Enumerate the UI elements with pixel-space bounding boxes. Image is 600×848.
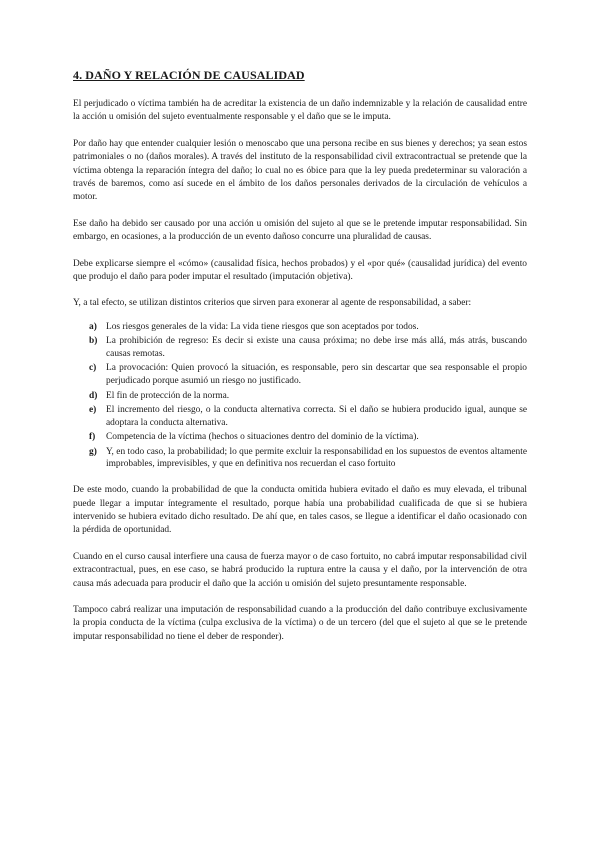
section-heading: 4. DAÑO Y RELACIÓN DE CAUSALIDAD — [73, 68, 305, 82]
list-item-text: Competencia de la víctima (hechos o situaciones dentro del dominio de la víctima). — [106, 432, 419, 443]
list-item — [73, 431, 527, 444]
list-marker: g) — [89, 446, 97, 457]
paragraph-6: De este modo, cuando la probabilidad de que la conducta omitida hubiera evitado el daño es muy elevada, el tribunal puede llegar a imputar íntegramente el resultado, porque había una probabilidad cualificada de que si se hubiera intervenido se hubiera evitado dicho resultado. De ahí que, en tales casos, se llegue a identificar el daño ocasionado con la pérdida de oportunidad. — [73, 485, 527, 536]
list-item-text: El incremento del riesgo, o la conducta alternativa correcta. Si el daño se hubiera producido igual, aunque se adoptara la conducta alternativa. — [106, 405, 527, 428]
paragraph-3: Ese daño ha debido ser causado por una acción u omisión del sujeto al que se le pretende imputar responsabilidad. Sin embargo, en ocasiones, a la producción de un evento dañoso concurre una pluralidad de causas. — [73, 218, 527, 243]
list-marker: c) — [89, 363, 97, 374]
list-marker: e) — [89, 405, 97, 416]
list-marker: f) — [89, 432, 96, 443]
paragraph-2: Por daño hay que entender cualquier lesión o menoscabo que una persona recibe en sus bienes y derechos; ya sean estos patrimoniales o no (daños morales). A través del instituto de la responsabilidad civil extracontractual se pretende que la víctima obtenga la reparación íntegra del daño; lo cual no es óbice para que la ley pueda predeterminar su valoración a través de baremos, como así sucede en el ámbito de los daños personales derivados de la circulación de vehículos a motor. — [73, 138, 527, 203]
paragraph-5: Y, a tal efecto, se utilizan distintos criterios que sirven para exonerar al agente de responsabilidad, a saber: — [73, 298, 472, 309]
list-item-text: Los riesgos generales de la vida: La vida tiene riesgos que son aceptados por todos. — [106, 321, 419, 332]
list-item — [73, 362, 527, 388]
paragraph-7: Cuando en el curso causal interfiere una causa de fuerza mayor o de caso fortuito, no cabrá imputar responsabilidad civil extracontractual, pues, en ese caso, se habrá producido la ruptura entre la causa y el daño, por la intervención de otra causa más adecuada para producir el daño que la acción u omisión del sujeto presuntamente responsable. — [73, 551, 527, 589]
paragraph-1: El perjudicado o víctima también ha de acreditar la existencia de un daño indemnizable y la relación de causalidad entre la acción u omisión del sujeto eventualmente responsable y el daño que se le imputa. — [73, 99, 527, 123]
list-item — [73, 446, 527, 472]
list-item-text: La prohibición de regreso: Es decir si existe una causa próxima; no debe irse más allá, más atrás, buscando causas remotas. — [106, 336, 527, 360]
criteria-list — [73, 321, 527, 471]
list-item-text: Y, en todo caso, la probabilidad; lo que permite excluir la responsabilidad en los supuestos de eventos altamente improbables, imprevisibles, y que en definitiva nos recuerdan el caso fortuito — [106, 446, 527, 470]
list-item-text: La provocación: Quien provocó la situación, es responsable, pero sin descartar que sea responsable el propio perjudicado porque asumió un riesgo no justificado. — [106, 363, 527, 387]
paragraph-8: Tampoco cabrá realizar una imputación de responsabilidad cuando a la producción del daño contribuye exclusivamente la propia conducta de la víctima (culpa exclusiva de la víctima) o de un tercero (del que el sujeto al que se le pretende imputar responsabilidad no tiene el deber de responder). — [73, 605, 527, 642]
list-marker: b) — [89, 336, 98, 347]
paragraph-4: Debe explicarse siempre el «cómo» (causalidad física, hechos probados) y el «por qué» (causalidad jurídica) del evento que produjo el daño para poder imputar el resultado (imputación objetiva). — [73, 258, 527, 283]
list-item — [73, 404, 527, 430]
list-marker: a) — [89, 321, 97, 332]
document-page — [73, 68, 527, 657]
list-item — [73, 321, 527, 334]
list-item — [73, 335, 527, 361]
list-marker: d) — [89, 390, 98, 401]
list-item — [73, 390, 527, 403]
list-item-text: El fin de protección de la norma. — [106, 390, 230, 401]
